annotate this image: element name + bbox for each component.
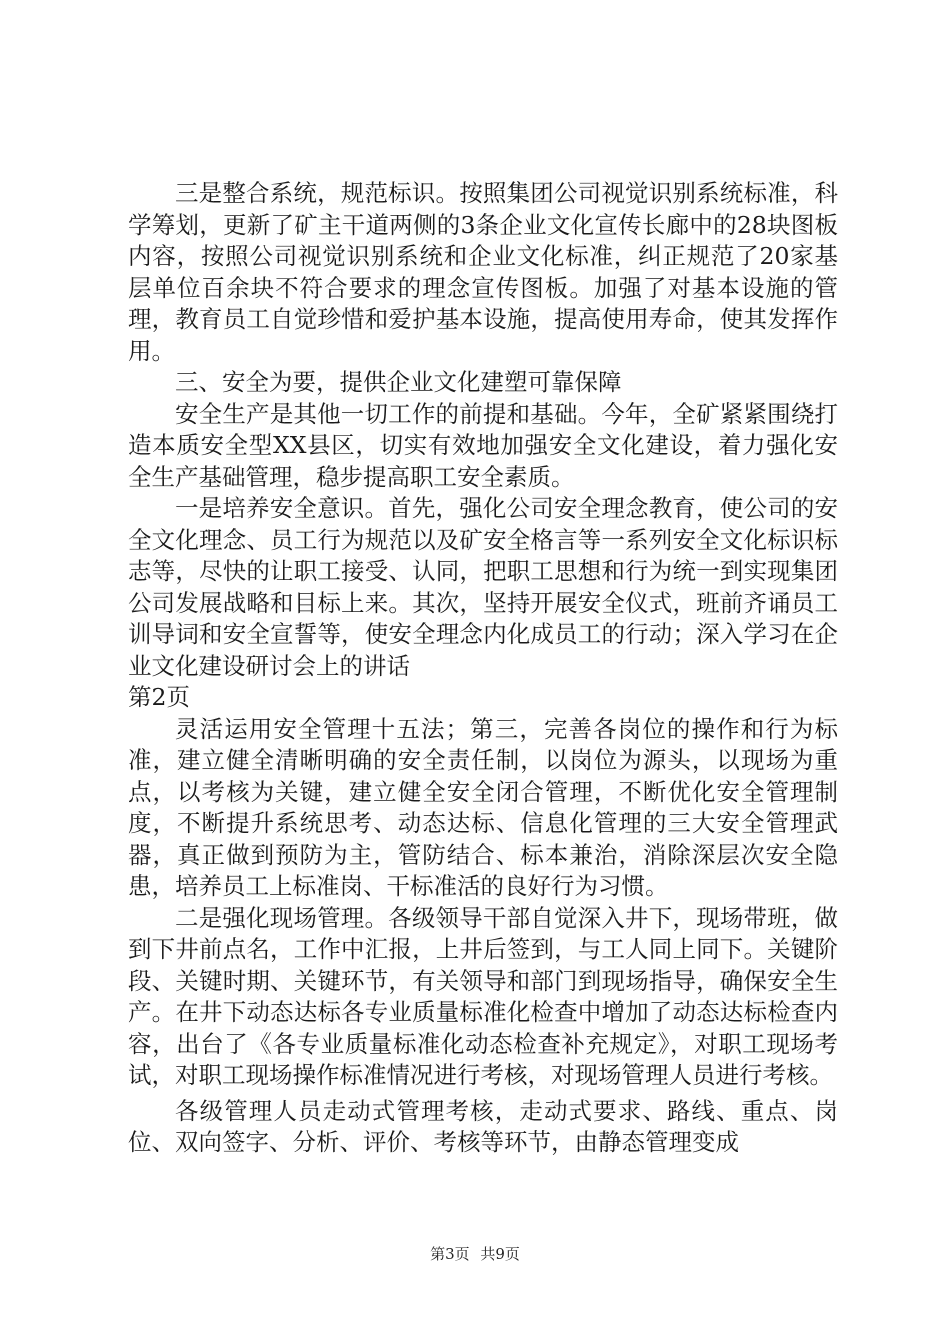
inline-page-mark: 第2页: [128, 683, 190, 711]
paragraph-safety-methods: 灵活运用安全管理十五法；第三，完善各岗位的操作和行为标准，建立健全清晰明确的安全责任制，以岗位为源头，以现场为重点，以考核为关键，建立健全安全闭合管理，不断优化安全管理制度，不断提升系统思考、动态达标、信息化管理的三大安全管理武器，真正做到预防为主，管防结合、标本兼治，消除深层次安全隐患，培养员工上标准岗、干标准活的良好行为习惯。: [128, 714, 838, 900]
document-body: [128, 178, 838, 1159]
paragraph-safety-awareness: 一是培养安全意识。首先，强化公司安全理念教育，使公司的安全文化理念、员工行为规范以及矿安全格言等一系列安全文化标识标志等，尽快的让职工接受、认同，把职工思想和行为统一到实现集团公司发展战略和目标上来。其次，坚持开展安全仪式，班前齐诵员工训导词和安全宣誓等，使安全理念内化成员工的行动；深入学习在企业文化建设研讨会上的讲话: [128, 494, 838, 680]
footer-total-pages: 共9页: [480, 1245, 520, 1263]
paragraph-safety-intro: 安全生产是其他一切工作的前提和基础。今年，全矿紧紧围绕打造本质安全型XX县区，切实有效地加强安全文化建设，着力强化安全生产基础管理，稳步提高职工安全素质。: [128, 399, 838, 491]
page-footer: [0, 1243, 950, 1264]
paragraph-integrate-system: 三是整合系统，规范标识。按照集团公司视觉识别系统标准，科学筹划，更新了矿主干道两侧的3条企业文化宣传长廊中的28块图板内容，按照公司视觉识别系统和企业文化标准，纠正规范了20家基层单位百余块不符合要求的理念宣传图板。加强了对基本设施的管理，教育员工自觉珍惜和爱护基本设施，提高使用寿命，使其发挥作用。: [128, 179, 838, 365]
paragraph-site-management: 二是强化现场管理。各级领导干部自觉深入井下，现场带班，做到下井前点名，工作中汇报，上井后签到，与工人同上同下。关键阶段、关键时期、关键环节，有关领导和部门到现场指导，确保安全生产。在井下动态达标各专业质量标准化检查中增加了动态达标检查内容，出台了《各专业质量标准化动态检查补充规定》，对职工现场考试，对职工现场操作标准情况进行考核，对现场管理人员进行考核。: [128, 903, 838, 1089]
section-heading-safety: 三、安全为要，提供企业文化建塑可靠保障: [175, 368, 622, 396]
footer-current-page: 第3页: [430, 1245, 470, 1263]
paragraph-walkabout-management: 各级管理人员走动式管理考核，走动式要求、路线、重点、岗位、双向签字、分析、评价、考核等环节，由静态管理变成: [128, 1096, 838, 1156]
